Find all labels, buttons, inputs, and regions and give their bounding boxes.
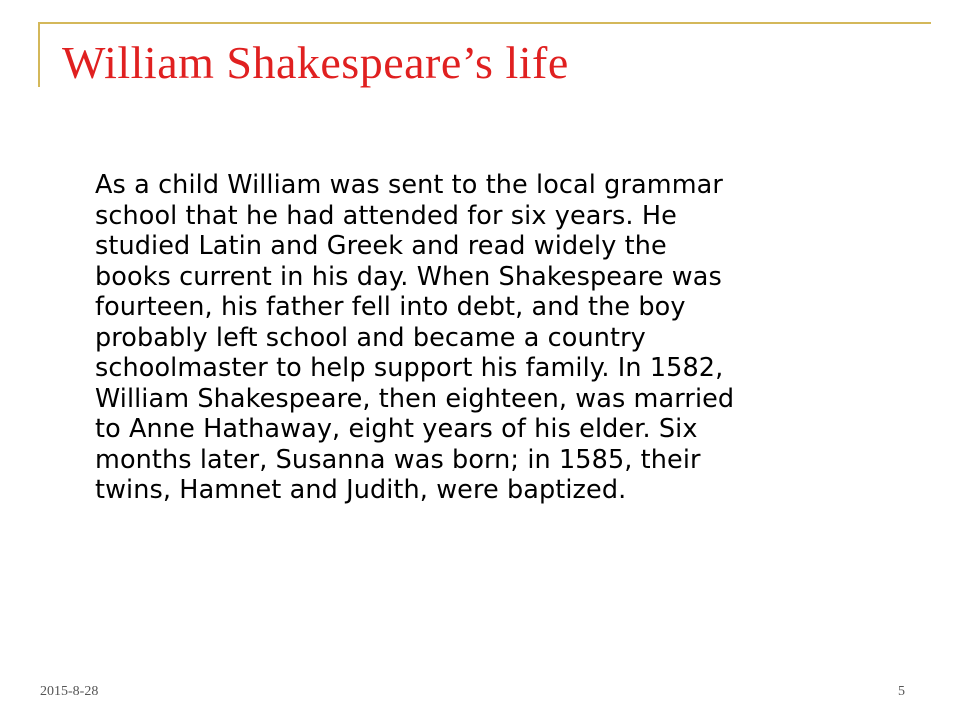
- body-line: William Shakespeare, then eighteen, was married: [95, 383, 735, 414]
- body-line: schoolmaster to help support his family. In 1582,: [95, 353, 724, 383]
- footer-date: 2015-8-28: [40, 684, 99, 699]
- accent-top-line: [38, 22, 931, 24]
- slide-title: William Shakespeare’s life: [62, 37, 569, 88]
- body-paragraph: [95, 170, 915, 506]
- body-line: probably left school and became a country: [95, 322, 646, 353]
- body-line: to Anne Hathaway, eight years of his elder. Six: [95, 414, 698, 444]
- body-line: fourteen, his father fell into debt, and the boy: [95, 292, 686, 322]
- footer-page-number: 5: [898, 684, 905, 699]
- accent-left-line: [38, 22, 40, 87]
- body-line: studied Latin and Greek and read widely the: [95, 231, 667, 261]
- body-line: twins, Hamnet and Judith, were baptized.: [95, 475, 627, 505]
- body-line: months later, Susanna was born; in 1585, their: [95, 444, 701, 475]
- body-line: As a child William was sent to the local grammar: [95, 170, 723, 200]
- body-line: books current in his day. When Shakespeare was: [95, 261, 722, 292]
- body-line: school that he had attended for six years. He: [95, 200, 677, 231]
